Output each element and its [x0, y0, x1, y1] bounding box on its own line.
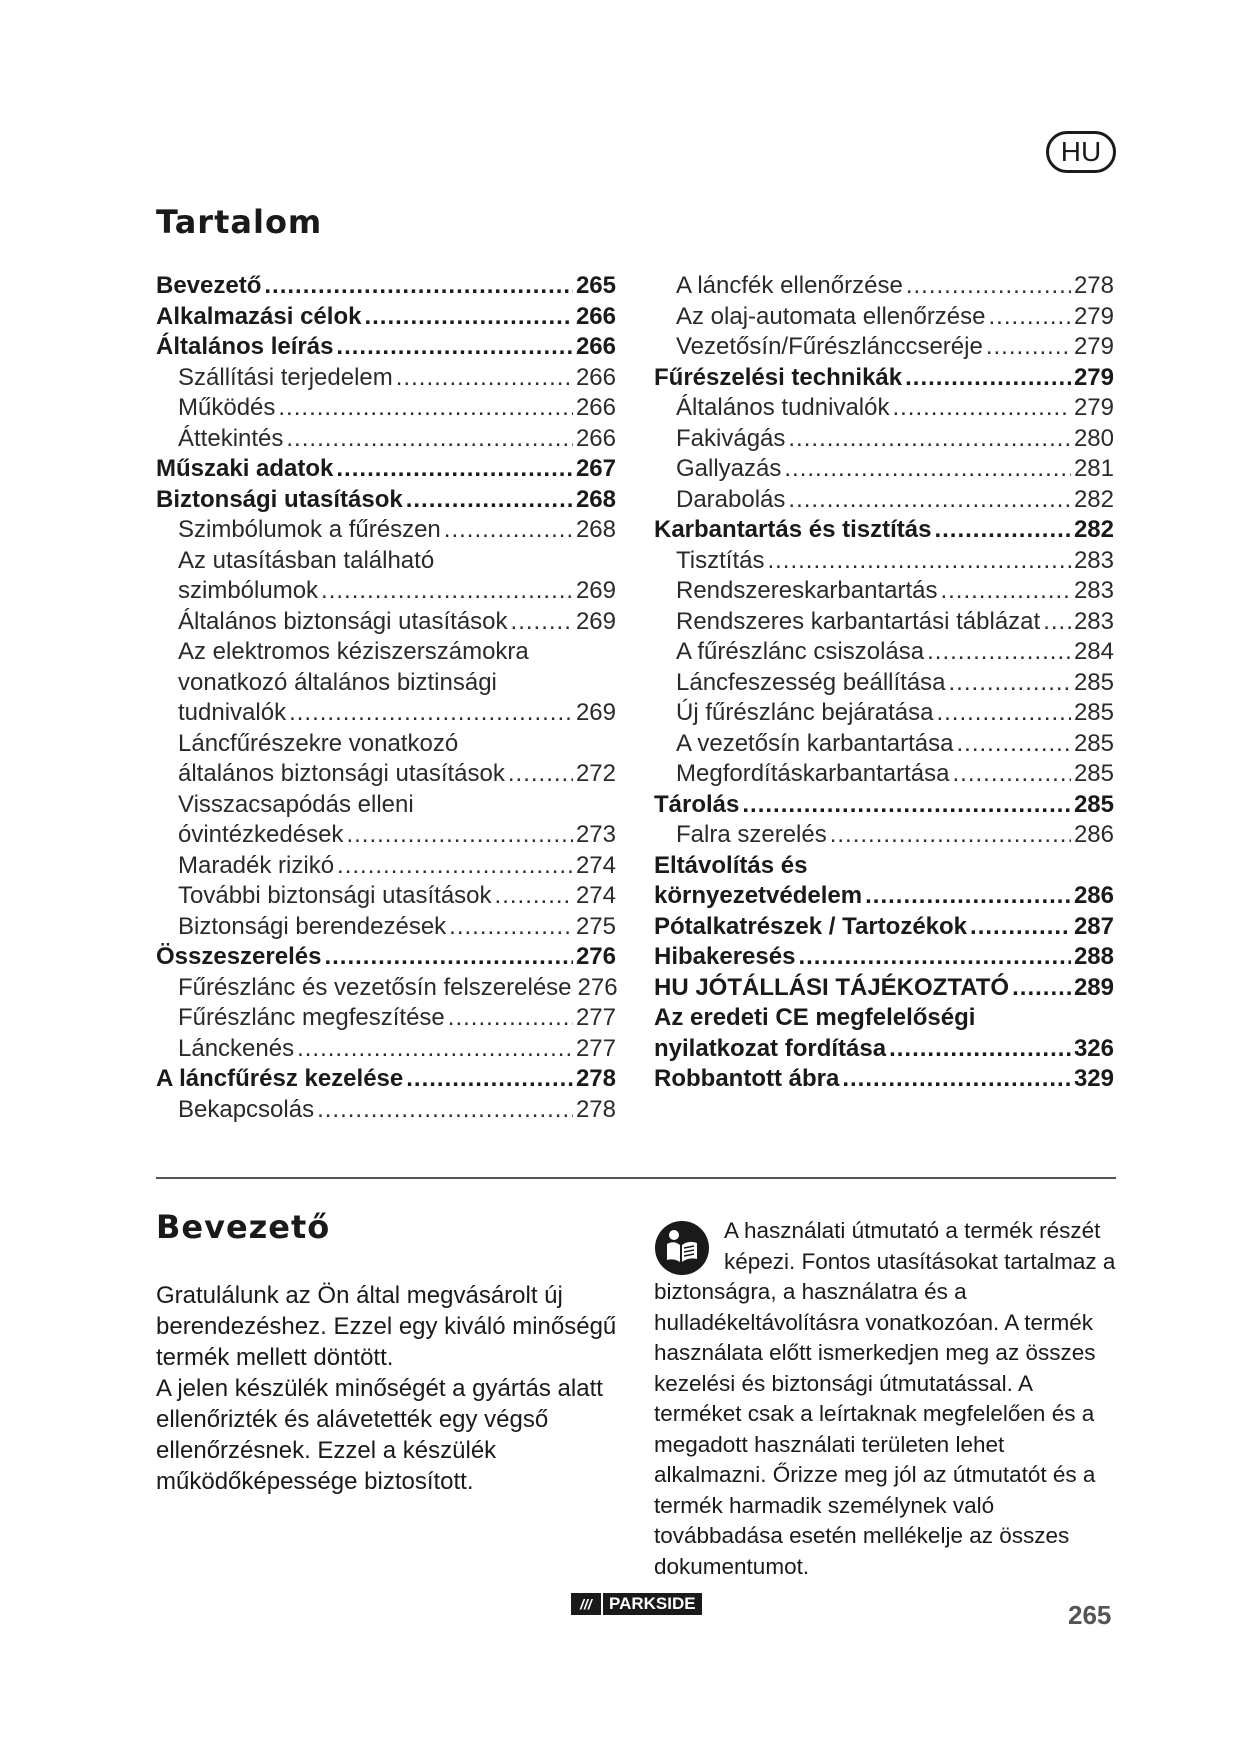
toc-leader-dots: [495, 882, 573, 910]
toc-entry[interactable]: [654, 516, 1114, 547]
toc-entry[interactable]: [156, 455, 616, 486]
toc-entry[interactable]: [654, 608, 1114, 639]
toc-entry-page: 268: [575, 485, 616, 513]
toc-leader-dots: [865, 882, 1071, 910]
toc-entry[interactable]: [156, 699, 616, 730]
brand-logo: [571, 1593, 702, 1615]
toc-entry-line: Visszacsapódás elleni: [178, 790, 414, 818]
toc-entry-page: 274: [575, 851, 616, 879]
toc-entry-page: 285: [1073, 668, 1114, 696]
toc-leader-dots: [949, 669, 1071, 697]
toc-leader-dots: [289, 699, 573, 727]
toc-entry[interactable]: [654, 303, 1114, 334]
toc-entry-page: 273: [575, 821, 616, 848]
toc-right-column: [654, 272, 1114, 1096]
toc-entry-page: 277: [575, 1004, 616, 1031]
toc-leader-dots: [336, 333, 573, 361]
toc-entry-title: Tisztítás: [676, 546, 765, 574]
toc-entry-title: Bevezető: [156, 272, 262, 299]
toc-leader-dots: [934, 516, 1071, 544]
toc-entry-title: Falra szerelés: [676, 821, 827, 848]
toc-entry-page: 278: [1073, 272, 1114, 299]
toc-entry[interactable]: [156, 272, 616, 303]
toc-entry-title: A láncfék ellenőrzése: [676, 272, 903, 299]
toc-entry-page: 266: [575, 424, 616, 452]
toc-leader-dots: [989, 303, 1071, 331]
toc-entry-title: Fakivágás: [676, 424, 786, 452]
page-number: 265: [1068, 1600, 1112, 1630]
toc-entry[interactable]: [156, 913, 616, 944]
toc-entry-title: Általános biztonsági utasítások: [178, 607, 508, 635]
toc-leader-dots: [1043, 608, 1071, 636]
toc-entry-page: 283: [1073, 577, 1114, 604]
toc-entry-title: Az olaj-automata ellenőrzése: [676, 302, 986, 330]
toc-entry-page: 285: [1073, 729, 1114, 757]
toc-entry[interactable]: [654, 760, 1114, 791]
toc-entry-title: Vezetősín/Fűrészlánccseréje: [676, 333, 983, 360]
toc-entry[interactable]: [156, 974, 616, 1005]
manual-notice: [654, 1216, 1119, 1582]
toc-leader-dots: [264, 272, 573, 300]
toc-leader-dots: [957, 730, 1071, 758]
toc-entry-title: Megfordításkarbantartása: [676, 760, 950, 787]
notice-text: A használati útmutató a termék részét képezi. Fontos utasításokat tartalmaz a biztonságra, a használatra és a hulladékeltávolításra vonatkozóan. A termék használata előtt ismerkedjen meg az összes kezelési és biztonsági útmutatással. A terméket csak a leírtaknak megfelelően és a megadott használati területen lehet alkalmazni. Őrizze meg jól az útmutatót és a termék harmadik személynek való továbbadása esetén mellékelje az összes dokumentumot.: [654, 1218, 1116, 1579]
toc-entry-title: nyilatkozat fordítása: [654, 1034, 887, 1062]
toc-entry-title: Biztonsági utasítások: [156, 485, 403, 513]
toc-entry-page: 277: [575, 1034, 616, 1062]
toc-entry-title: Fűrészlánc és vezetősín felszerelése: [178, 973, 572, 1001]
toc-entry-title: Biztonsági berendezések: [178, 912, 447, 940]
toc-leader-dots: [1012, 974, 1071, 1002]
toc-entry-title: Rendszeres karbantartási táblázat: [676, 607, 1041, 635]
toc-entry-title: Robbantott ábra: [654, 1065, 840, 1092]
toc-entry-title: általános biztonsági utasítások: [178, 760, 505, 787]
toc-entry-page: 285: [1073, 699, 1114, 726]
toc-entry-title: Maradék rizikó: [178, 851, 335, 879]
toc-entry-line: Az elektromos kéziszerszámokra: [178, 638, 529, 665]
toc-entry-page: 266: [575, 363, 616, 391]
toc-entry-page: 275: [575, 912, 616, 940]
toc-leader-dots: [889, 1035, 1071, 1063]
toc-entry-title: A vezetősín karbantartása: [676, 729, 954, 757]
toc-entry-page: 278: [575, 1065, 616, 1092]
toc-entry-title: Karbantartás és tisztítás: [654, 516, 932, 543]
toc-leader-dots: [324, 943, 572, 971]
toc-entry-page: 283: [1073, 607, 1114, 635]
toc-entry-title: Fűrészelési technikák: [654, 363, 903, 391]
toc-entry-page: 274: [575, 882, 616, 909]
toc-entry-page: 266: [575, 302, 616, 330]
toc-entry-title: szimbólumok: [178, 577, 319, 604]
toc-entry-title: Szállítási terjedelem: [178, 363, 393, 391]
toc-leader-dots: [784, 455, 1071, 483]
toc-entry-page: 278: [575, 1095, 616, 1123]
toc-entry[interactable]: [156, 608, 616, 639]
toc-leader-dots: [317, 1096, 573, 1124]
toc-entry-title: További biztonsági utasítások: [178, 882, 492, 909]
toc-entry-line: Eltávolítás és: [654, 851, 808, 879]
toc-entry-title: tudnivalók: [178, 699, 287, 726]
toc-entry-line: Az utasításban található: [178, 546, 435, 574]
toc-entry[interactable]: [156, 1035, 616, 1066]
toc-entry-page: 282: [1073, 516, 1114, 543]
toc-entry-page: 279: [1073, 363, 1114, 391]
toc-leader-dots: [830, 821, 1071, 849]
toc-entry-page: 266: [575, 333, 616, 360]
toc-entry-page: 280: [1073, 424, 1114, 452]
toc-entry-page: 269: [575, 699, 616, 726]
toc-entry[interactable]: [654, 1065, 1114, 1096]
toc-entry-page: 289: [1073, 973, 1114, 1001]
toc-entry-title: Gallyazás: [676, 455, 782, 482]
toc-entry[interactable]: [654, 882, 1114, 913]
toc-leader-dots: [337, 852, 573, 880]
toc-entry-page: 276: [577, 973, 618, 1001]
toc-entry-page: 329: [1073, 1065, 1114, 1092]
toc-entry[interactable]: [156, 760, 616, 791]
toc-entry-title: Áttekintés: [178, 424, 284, 452]
toc-entry-title: A láncfűrész kezelése: [156, 1065, 404, 1092]
toc-entry-page: 286: [1073, 821, 1114, 848]
toc-entry[interactable]: [156, 1004, 616, 1035]
toc-entry-page: 269: [575, 607, 616, 635]
brand-stripes: ///: [571, 1593, 601, 1615]
toc-leader-dots: [742, 791, 1071, 819]
section-divider: [156, 1177, 1116, 1179]
toc-entry[interactable]: [156, 333, 616, 364]
toc-entry-page: 285: [1073, 790, 1114, 818]
toc-leader-dots: [364, 303, 573, 331]
toc-entry-title: Összeszerelés: [156, 943, 322, 970]
intro-paragraph-1: Gratulálunk az Ön által megvásárolt új berendezéshez. Ezzel egy kiváló minőségű termék mellett döntött.: [156, 1282, 617, 1371]
toc-entry-page: 286: [1073, 882, 1114, 909]
toc-leader-dots: [406, 486, 573, 514]
toc-entry[interactable]: [654, 974, 1114, 1005]
toc-title: Tartalom: [156, 203, 323, 241]
toc-leader-dots: [396, 364, 573, 392]
toc-leader-dots: [798, 943, 1071, 971]
toc-entry[interactable]: [156, 486, 616, 517]
toc-entry[interactable]: [156, 577, 616, 608]
toc-leader-dots: [788, 425, 1071, 453]
toc-entry[interactable]: [654, 669, 1114, 700]
toc-entry[interactable]: [654, 394, 1114, 425]
toc-entry[interactable]: [156, 516, 616, 547]
toc-entry[interactable]: [654, 333, 1114, 364]
toc-entry[interactable]: [156, 425, 616, 456]
toc-entry-page: 279: [1073, 333, 1114, 360]
toc-entry-line: vonatkozó általános biztinsági: [178, 668, 497, 696]
toc-entry[interactable]: [654, 272, 1114, 303]
toc-entry[interactable]: [654, 730, 1114, 761]
toc-entry-page: 268: [575, 516, 616, 543]
toc-leader-dots: [970, 913, 1071, 941]
toc-leader-dots: [892, 394, 1070, 422]
toc-leader-dots: [406, 1065, 573, 1093]
toc-entry-page: 267: [575, 455, 616, 482]
toc-leader-dots: [444, 516, 573, 544]
toc-entry-page: 279: [1073, 302, 1114, 330]
toc-leader-dots: [449, 913, 573, 941]
toc-entry[interactable]: [654, 577, 1114, 608]
toc-entry-page: 279: [1073, 394, 1114, 421]
toc-entry[interactable]: [156, 394, 616, 425]
toc-leader-dots: [278, 394, 573, 422]
read-manual-icon: [654, 1220, 710, 1276]
toc-leader-dots: [346, 821, 573, 849]
toc-entry[interactable]: [654, 1035, 1114, 1066]
toc-entry-page: 266: [575, 394, 616, 421]
toc-left-column: [156, 272, 616, 1126]
toc-entry[interactable]: [156, 821, 616, 852]
toc-entry[interactable]: [654, 913, 1114, 944]
toc-entry-page: 285: [1073, 760, 1114, 787]
toc-entry-title: Fűrészlánc megfeszítése: [178, 1004, 445, 1031]
toc-leader-dots: [767, 547, 1071, 575]
intro-paragraph-2: A jelen készülék minőségét a gyártás alatt ellenőrizték és alávetették egy végső ellenőrzésnek. Ezzel a készülék működőképessége biztosított.: [156, 1375, 603, 1495]
toc-entry-title: Bekapcsolás: [178, 1095, 315, 1123]
toc-entry[interactable]: [654, 699, 1114, 730]
toc-entry[interactable]: [156, 1065, 616, 1096]
toc-leader-dots: [508, 760, 573, 788]
toc-entry-title: Rendszereskarbantartás: [676, 577, 938, 604]
toc-entry-title: Működés: [178, 394, 276, 421]
toc-entry[interactable]: [654, 486, 1114, 517]
toc-entry-page: 272: [575, 760, 616, 787]
toc-entry-title: Hibakeresés: [654, 943, 796, 970]
toc-leader-dots: [952, 760, 1070, 788]
toc-entry-page: 276: [575, 943, 616, 970]
toc-entry-page: 288: [1073, 943, 1114, 970]
toc-entry-title: óvintézkedések: [178, 821, 344, 848]
toc-entry-title: Tárolás: [654, 790, 740, 818]
toc-entry-page: 284: [1073, 638, 1114, 665]
toc-entry[interactable]: [156, 882, 616, 913]
toc-entry-line: Láncfűrészekre vonatkozó: [178, 729, 459, 757]
toc-leader-dots: [936, 699, 1070, 727]
toc-leader-dots: [986, 333, 1071, 361]
toc-leader-dots: [788, 486, 1071, 514]
toc-entry[interactable]: [654, 638, 1114, 669]
language-badge: HU: [1046, 131, 1116, 173]
toc-entry-page: 265: [575, 272, 616, 299]
toc-entry-page: 282: [1073, 485, 1114, 513]
toc-entry[interactable]: [156, 1096, 616, 1127]
intro-title: Bevezető: [156, 1208, 331, 1246]
toc-entry[interactable]: [156, 852, 616, 883]
toc-leader-dots: [336, 455, 573, 483]
toc-entry[interactable]: [654, 791, 1114, 822]
toc-leader-dots: [842, 1065, 1071, 1093]
toc-entry[interactable]: [654, 943, 1114, 974]
toc-entry[interactable]: [156, 303, 616, 334]
toc-entry-title: Szimbólumok a fűrészen: [178, 516, 441, 543]
toc-entry-title: Pótalkatrészek / Tartozékok: [654, 912, 968, 940]
toc-entry-page: 287: [1073, 912, 1114, 940]
toc-entry[interactable]: [654, 425, 1114, 456]
toc-entry-title: HU JÓTÁLLÁSI TÁJÉKOZTATÓ: [654, 973, 1010, 1001]
toc-leader-dots: [297, 1035, 573, 1063]
toc-leader-dots: [905, 364, 1071, 392]
toc-leader-dots: [927, 638, 1071, 666]
toc-entry[interactable]: [156, 943, 616, 974]
toc-entry-title: környezetvédelem: [654, 882, 863, 909]
toc-entry-line: Az eredeti CE megfelelőségi: [654, 1004, 976, 1031]
toc-leader-dots: [448, 1004, 573, 1032]
toc-entry-page: 269: [575, 577, 616, 604]
toc-leader-dots: [940, 577, 1070, 605]
toc-entry-title: Általános tudnivalók: [676, 394, 890, 421]
intro-text: [156, 1280, 626, 1497]
toc-entry[interactable]: [654, 821, 1114, 852]
toc-entry[interactable]: [654, 455, 1114, 486]
toc-entry[interactable]: [654, 364, 1114, 395]
toc-entry-page: 283: [1073, 546, 1114, 574]
toc-leader-dots: [286, 425, 573, 453]
toc-entry-title: Alkalmazási célok: [156, 302, 362, 330]
toc-entry-title: Új fűrészlánc bejáratása: [676, 699, 934, 726]
toc-entry[interactable]: [654, 547, 1114, 578]
toc-entry[interactable]: [156, 364, 616, 395]
toc-entry-title: Lánckenés: [178, 1034, 295, 1062]
toc-entry-title: Láncfeszesség beállítása: [676, 668, 946, 696]
toc-entry-title: A fűrészlánc csiszolása: [676, 638, 925, 665]
toc-leader-dots: [321, 577, 573, 605]
brand-name: PARKSIDE: [601, 1593, 702, 1615]
toc-leader-dots: [906, 272, 1071, 300]
toc-entry-title: Általános leírás: [156, 333, 334, 360]
toc-entry-page: 326: [1073, 1034, 1114, 1062]
toc-entry-title: Műszaki adatok: [156, 455, 334, 482]
toc-leader-dots: [511, 608, 573, 636]
toc-entry-title: Darabolás: [676, 485, 786, 513]
toc-entry-page: 281: [1073, 455, 1114, 482]
